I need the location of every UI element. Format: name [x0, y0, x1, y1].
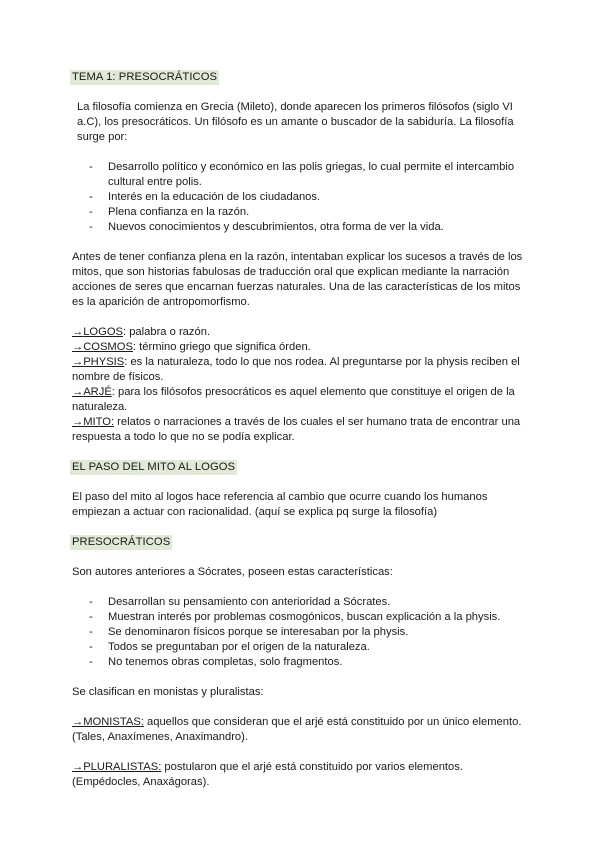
term-monistas: MONISTAS — [83, 716, 141, 728]
heading-tema-1: TEMA 1: PRESOCRÁTICOS — [72, 71, 218, 83]
term-mito: MITO — [83, 416, 111, 428]
intro-paragraph: La filosofía comienza en Grecia (Mileto), donde aparecen los primeros filósofos (siglo VI a.C), los presocráticos. Un filósofo es un amante o buscador de la sabiduría. La filosofía surge por: — [77, 101, 514, 143]
definition-physis — [72, 355, 530, 385]
myths-paragraph: Antes de tener confianza plena en la razón, intentaban explicar los sucesos a través de los mitos, que son historias fabulosas de traducción oral que explican mediante la narración acciones de seres que encarnan fuerzas naturales. Una de las características de los mitos es la aparición de antropomorfismo. — [72, 251, 523, 308]
term-pluralistas: PLURALISTAS — [83, 761, 159, 773]
definition-logos — [72, 325, 530, 340]
separator: : — [110, 416, 115, 428]
list-item: - Nuevos conocimientos y descubrimientos, otra forma de ver la vida. — [72, 220, 530, 235]
definition-text: aquellos que consideran que el arjé está constituido por un único elemento. (Tales, Anaxímenes, Anaximandro). — [72, 716, 522, 743]
arrow-icon: → — [72, 326, 84, 338]
arrow-icon: → — [72, 356, 84, 368]
definition-text: palabra o razón. — [126, 326, 211, 338]
causes-list — [72, 160, 530, 235]
separator: : — [122, 326, 127, 338]
definition-text: relatos o narraciones a través de los cuales el ser humano trata de encontrar una respuesta a todo lo que no se podía explicar. — [72, 416, 521, 443]
definition-arje — [72, 385, 530, 415]
separator: : — [158, 761, 162, 773]
list-item: - Muestran interés por problemas cosmogónicos, buscan explicación a la physis. — [72, 610, 530, 625]
arrow-icon: → — [72, 341, 84, 353]
definition-pluralistas — [72, 760, 530, 790]
arrow-icon: → — [72, 716, 84, 728]
term-physis: PHYSIS — [83, 356, 125, 368]
arrow-icon: → — [72, 761, 84, 773]
characteristics-list — [72, 595, 530, 670]
presocraticos-intro: Son autores anteriores a Sócrates, poseen estas características: — [72, 566, 393, 578]
list-item: - Plena confianza en la razón. — [72, 205, 530, 220]
term-logos: LOGOS — [83, 326, 123, 338]
definition-text: término griego que significa órden. — [136, 341, 311, 353]
definition-text: es la naturaleza, todo lo que nos rodea. Al preguntarse por la physis reciben el nombre de físicos. — [72, 356, 520, 383]
arrow-icon: → — [72, 416, 84, 428]
definition-cosmos — [72, 340, 530, 355]
classify-text: Se clasifican en monistas y pluralistas: — [72, 686, 264, 698]
separator: : — [132, 341, 137, 353]
separator: : — [140, 716, 144, 728]
definition-text: postularon que el arjé está constituido por varios elementos. (Empédocles, Anaxágoras). — [72, 761, 463, 788]
separator: : — [124, 356, 128, 368]
term-cosmos: COSMOS — [83, 341, 133, 353]
separator: : — [111, 386, 115, 398]
term-arje: ARJÉ — [83, 386, 112, 398]
list-item: - Interés en la educación de los ciudadanos. — [72, 190, 530, 205]
list-item: - No tenemos obras completas, solo fragmentos. — [72, 655, 530, 670]
definition-monistas — [72, 715, 530, 745]
heading-presocraticos: PRESOCRÁTICOS — [72, 536, 171, 548]
list-item: - Desarrollo político y económico en las polis griegas, lo cual permite el intercambio cultural entre polis. — [72, 160, 530, 190]
arrow-icon: → — [72, 386, 84, 398]
list-item: - Se denominaron físicos porque se interesaban por la physis. — [72, 625, 530, 640]
list-item: - Todos se preguntaban por el origen de la naturaleza. — [72, 640, 530, 655]
list-item: - Desarrollan su pensamiento con anterioridad a Sócrates. — [72, 595, 530, 610]
definition-text: para los filósofos presocráticos es aquel elemento que constituye el origen de la naturaleza. — [72, 386, 515, 413]
definition-mito — [72, 415, 530, 445]
paso-paragraph: El paso del mito al logos hace referencia al cambio que ocurre cuando los humanos empiezan a actuar con racionalidad. (aquí se explica pq surge la filosofía) — [72, 491, 488, 518]
heading-paso-mito-logos: EL PASO DEL MITO AL LOGOS — [72, 461, 236, 473]
definitions-list — [72, 325, 530, 445]
